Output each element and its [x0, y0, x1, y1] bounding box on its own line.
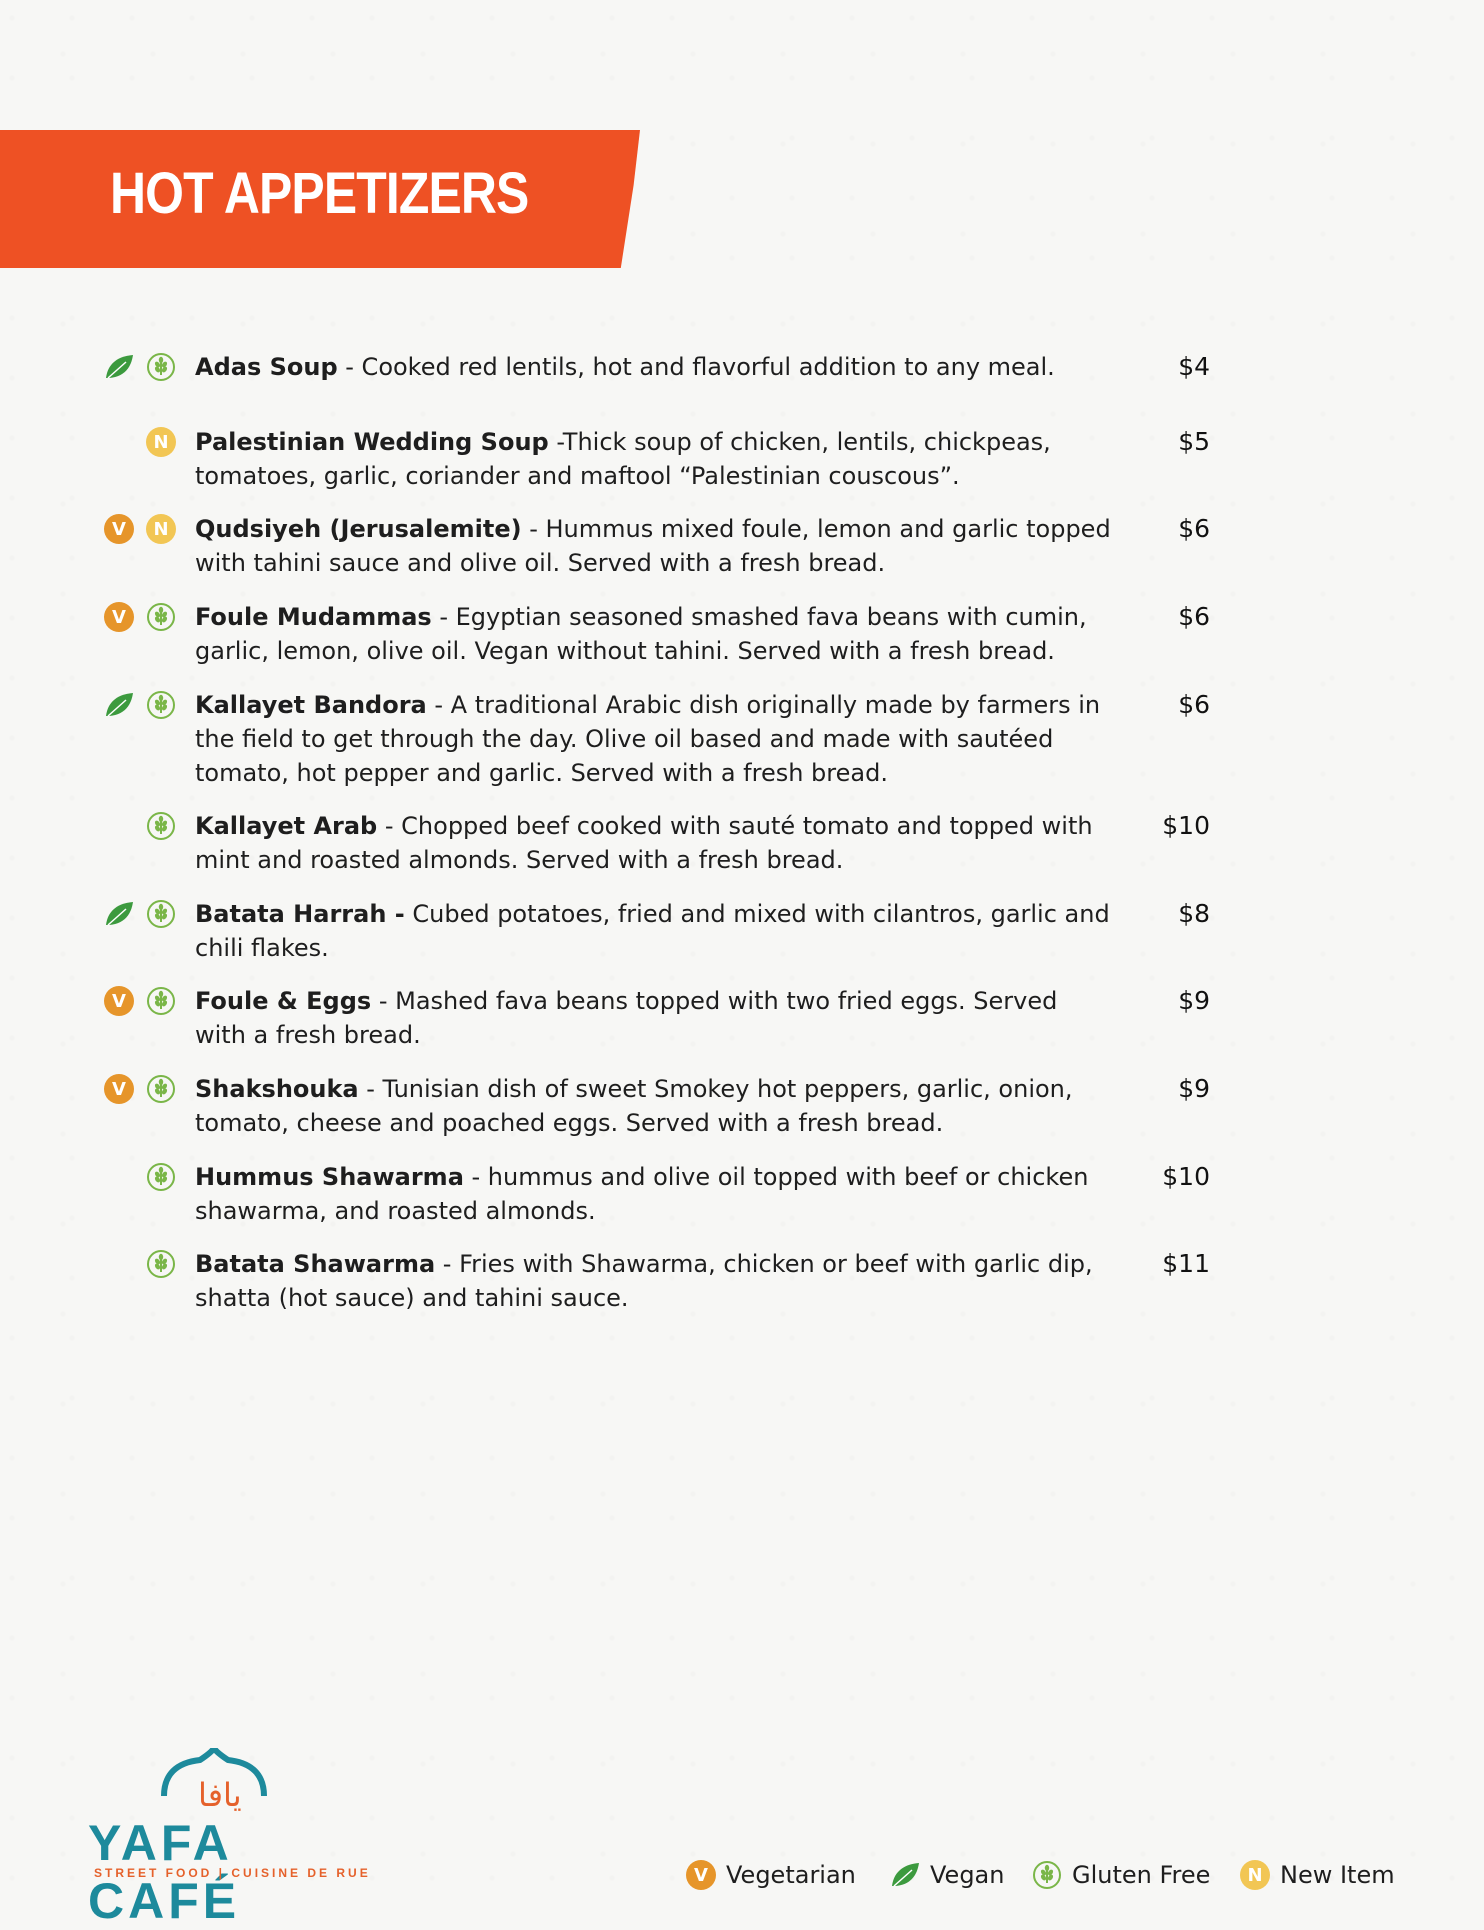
- new-item-icon: N: [1240, 1860, 1270, 1890]
- menu-item-name: Shakshouka: [195, 1075, 359, 1103]
- menu-item-text: [195, 1072, 1115, 1140]
- vegetarian-icon: V: [104, 986, 134, 1016]
- gluten-free-icon: [146, 986, 176, 1016]
- menu-item-price: $11: [1162, 1249, 1210, 1278]
- gluten-free-icon: [1032, 1860, 1062, 1890]
- legend-label: New Item: [1280, 1861, 1395, 1889]
- gluten-free-icon: [146, 811, 176, 841]
- gluten-free-icon: [146, 1162, 176, 1192]
- menu-item-price: $8: [1178, 899, 1210, 928]
- new-item-icon: N: [146, 427, 176, 457]
- menu-item-icons: [104, 986, 178, 1020]
- menu-item-name: Kallayet Bandora: [195, 691, 427, 719]
- menu-item-description: - Fries with Shawarma, chicken or beef with garlic dip, shatta (hot sauce) and tahini sauce.: [195, 1250, 1093, 1312]
- menu-item-price: $6: [1178, 602, 1210, 631]
- new-item-icon: N: [146, 514, 176, 544]
- gluten-free-icon: [146, 1249, 176, 1279]
- menu-item-text: [195, 1160, 1115, 1228]
- menu-item-name: Foule & Eggs: [195, 987, 372, 1015]
- menu-item-text: [195, 600, 1115, 668]
- menu-item-price: $10: [1162, 1162, 1210, 1191]
- menu-item-text: [195, 984, 1115, 1052]
- menu-item-name: Adas Soup: [195, 353, 338, 381]
- logo-tagline: STREET FOOD | CUISINE DE RUE: [94, 1866, 371, 1880]
- menu-item-icons: [104, 1162, 178, 1196]
- logo-arabic-text: يافا: [198, 1776, 242, 1814]
- menu-item-icons: [104, 514, 178, 548]
- gluten-free-icon: [146, 690, 176, 720]
- menu-item-description: - hummus and olive oil topped with beef or chicken shawarma, and roasted almonds.: [195, 1163, 1089, 1225]
- menu-item-name: Batata Harrah -: [195, 900, 405, 928]
- menu-item-description: - Egyptian seasoned smashed fava beans with cumin, garlic, lemon, olive oil. Vegan without tahini. Served with a fresh bread.: [195, 603, 1087, 665]
- menu-item-description: - Cooked red lentils, hot and flavorful addition to any meal.: [337, 353, 1055, 381]
- menu-item-description: - Chopped beef cooked with sauté tomato and topped with mint and roasted almonds. Served with a fresh bread.: [195, 812, 1093, 874]
- legend-item: [686, 1858, 856, 1892]
- menu-item-icons: [104, 602, 178, 636]
- menu-item-description: - Tunisian dish of sweet Smokey hot peppers, garlic, onion, tomato, cheese and poached eggs. Served with a fresh bread.: [195, 1075, 1073, 1137]
- menu-item-name: Batata Shawarma: [195, 1250, 436, 1278]
- legend-label: Vegan: [930, 1861, 1005, 1889]
- menu-item-price: $5: [1178, 427, 1210, 456]
- legend-item: [1032, 1858, 1210, 1892]
- vegan-icon: [890, 1860, 920, 1890]
- menu-item-text: [195, 350, 1115, 384]
- vegetarian-icon: V: [686, 1860, 716, 1890]
- legend-label: Gluten Free: [1072, 1861, 1211, 1889]
- menu-item-name: Foule Mudammas: [195, 603, 432, 631]
- menu-item-name: Qudsiyeh (Jerusalemite): [195, 515, 522, 543]
- menu-item-description: -Thick soup of chicken, lentils, chickpeas, tomatoes, garlic, coriander and maftool “Palestinian couscous”.: [195, 428, 1051, 490]
- gluten-free-icon: [146, 1074, 176, 1104]
- menu-item-description: - Hummus mixed foule, lemon and garlic topped with tahini sauce and olive oil. Served with a fresh bread.: [195, 515, 1111, 577]
- menu-item-description: - A traditional Arabic dish originally made by farmers in the field to get through the day. Olive oil based and made with sautéed tomato, hot pepper and garlic. Served with a fresh bread.: [195, 691, 1101, 787]
- menu-item-price: $9: [1178, 986, 1210, 1015]
- menu-item-icons: [104, 690, 178, 724]
- menu-item-price: $6: [1178, 514, 1210, 543]
- vegan-icon: [104, 899, 134, 929]
- menu-item-name: Kallayet Arab: [195, 812, 378, 840]
- menu-item-price: $9: [1178, 1074, 1210, 1103]
- menu-item-price: $6: [1178, 690, 1210, 719]
- vegetarian-icon: V: [104, 602, 134, 632]
- legend-label: Vegetarian: [726, 1861, 856, 1889]
- legend-item: [890, 1858, 1004, 1892]
- menu-item-text: [195, 1247, 1115, 1315]
- vegan-icon: [104, 690, 134, 720]
- menu-item-description: Cubed potatoes, fried and mixed with cilantros, garlic and chili flakes.: [195, 900, 1110, 962]
- gluten-free-icon: [146, 899, 176, 929]
- gluten-free-icon: [146, 352, 176, 382]
- diet-legend: [0, 1858, 1484, 1894]
- legend-item: [1240, 1858, 1395, 1892]
- menu-item-icons: [104, 811, 178, 845]
- gluten-free-icon: [146, 602, 176, 632]
- vegetarian-icon: V: [104, 1074, 134, 1104]
- menu-item-name: Hummus Shawarma: [195, 1163, 464, 1191]
- menu-item-text: [195, 512, 1115, 580]
- menu-item-icons: [104, 899, 178, 933]
- vegetarian-icon: V: [104, 514, 134, 544]
- menu-item-price: $10: [1162, 811, 1210, 840]
- menu-item-icons: [104, 1074, 178, 1108]
- menu-item-text: [195, 425, 1115, 493]
- menu-item-icons: [104, 352, 178, 386]
- menu-item-name: Palestinian Wedding Soup: [195, 428, 549, 456]
- logo-name: YAFA CAFÉ: [88, 1815, 241, 1929]
- menu-item-text: [195, 809, 1115, 877]
- menu-item-icons: [104, 427, 178, 461]
- menu-item-text: [195, 688, 1115, 790]
- menu-item-icons: [104, 1249, 178, 1283]
- section-title: HOT APPETIZERS: [110, 161, 529, 226]
- menu-item-text: [195, 897, 1115, 965]
- vegan-icon: [104, 352, 134, 382]
- menu-item-price: $4: [1178, 352, 1210, 381]
- menu-item-description: - Mashed fava beans topped with two fried eggs. Served with a fresh bread.: [195, 987, 1058, 1049]
